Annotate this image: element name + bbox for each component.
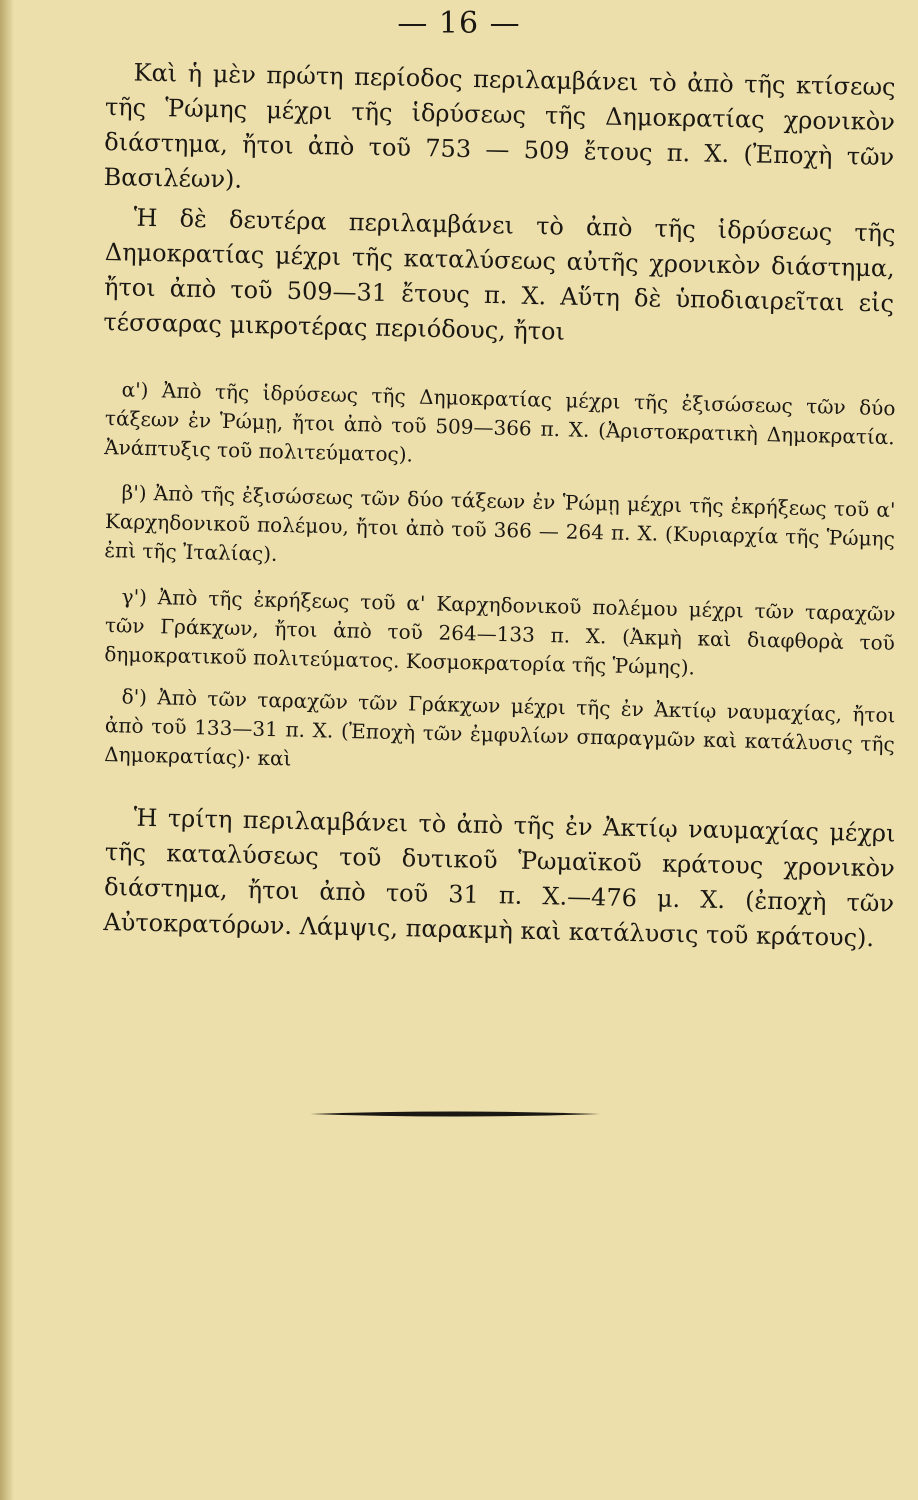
subperiod-alpha: α') Ἀπὸ τῆς ἱδρύσεως τῆς Δημοκρατίας μέχρι τῆς ἐξισώσεως τῶν δύο τάξεων ἐν Ῥώμῃ, ἤτοι ἀπὸ τοῦ 509—366 π. Χ. (Ἀριστοκρατικὴ Δημοκρατία. Ἀνάπτυξις τοῦ πολιτεύματος). <box>103 377 896 467</box>
page-number: — 16 — <box>397 6 521 41</box>
paragraph-third-period: Ἡ τρίτη περιλαμβάνει τὸ ἀπὸ τῆς ἐν Ἀκτίῳ ναυμαχίας μέχρι τῆς καταλύσεως τοῦ δυτικοῦ Ῥωμαϊκοῦ κράτους χρονικὸν διάστημα, ἤτοι ἀπὸ τοῦ 31 π. Χ.—476 μ. Χ. (ἐποχὴ τῶν Αὐτοκρατόρων. Λάμψις, παρακμὴ καὶ κατάλυσις τοῦ κράτους). <box>103 803 896 953</box>
ornamental-rule <box>310 1110 600 1118</box>
subperiod-beta: β') Ἀπὸ τῆς ἐξισώσεως τῶν δύο τάξεων ἐν Ῥώμῃ μέχρι τῆς ἐκρήξεως τοῦ α' Καρχηδονικοῦ πολέμου, ἤτοι ἀπὸ τοῦ 366 — 264 π. Χ. (Κυριαρχία τῆς Ῥώμης ἐπὶ τῆς Ἰταλίας). <box>104 480 896 566</box>
subperiod-gamma: γ') Ἀπὸ τῆς ἐκρήξεως τοῦ α' Καρχηδονικοῦ πολέμου μέχρι τῶν ταραχῶν τῶν Γράκχων, ἤτοι ἀπὸ τοῦ 264—133 π. Χ. (Ἀκμὴ καὶ διαφθορὰ τοῦ δημοκρατικοῦ πολιτεύματος. Κοσμοκρατορία τῆς Ῥώμης). <box>104 584 896 680</box>
subperiod-delta: δ') Ἀπὸ τῶν ταραχῶν τῶν Γράκχων μέχρι τῆς ἐν Ἀκτίῳ ναυμαχίας, ἤτοι ἀπὸ τοῦ 133—31 π. Χ. (Ἐποχὴ τῶν ἐμφυλίων σπαραγμῶν καὶ κατάλυσις τῆς Δημοκρατίας)· καὶ <box>103 684 896 771</box>
paragraph-first-period: Καὶ ἡ μὲν πρώτη περίοδος περιλαμβάνει τὸ ἀπὸ τῆς κτίσεως τῆς Ῥώμης μέχρι τῆς ἱδρύσεως τῆς Δημοκρατίας χρονικὸν διάστημα, ἤτοι ἀπὸ τοῦ 753 — 509 ἔτους π. Χ. (Ἐποχὴ τῶν Βασιλέων). <box>103 58 896 194</box>
paragraph-second-period: Ἡ δὲ δευτέρα περιλαμβάνει τὸ ἀπὸ τῆς ἱδρύσεως τῆς Δημοκρατίας μέχρι τῆς καταλύσεως αὐτῆς χρονικὸν διάστημα, ἤτοι ἀπὸ τοῦ 509—31 ἔτους π. Χ. Αὕτη δὲ ὑποδιαιρεῖται εἰς τέσσαρας μικροτέρας περιόδους, ἤτοι <box>103 203 896 346</box>
page-edge-shadow <box>0 0 14 1500</box>
